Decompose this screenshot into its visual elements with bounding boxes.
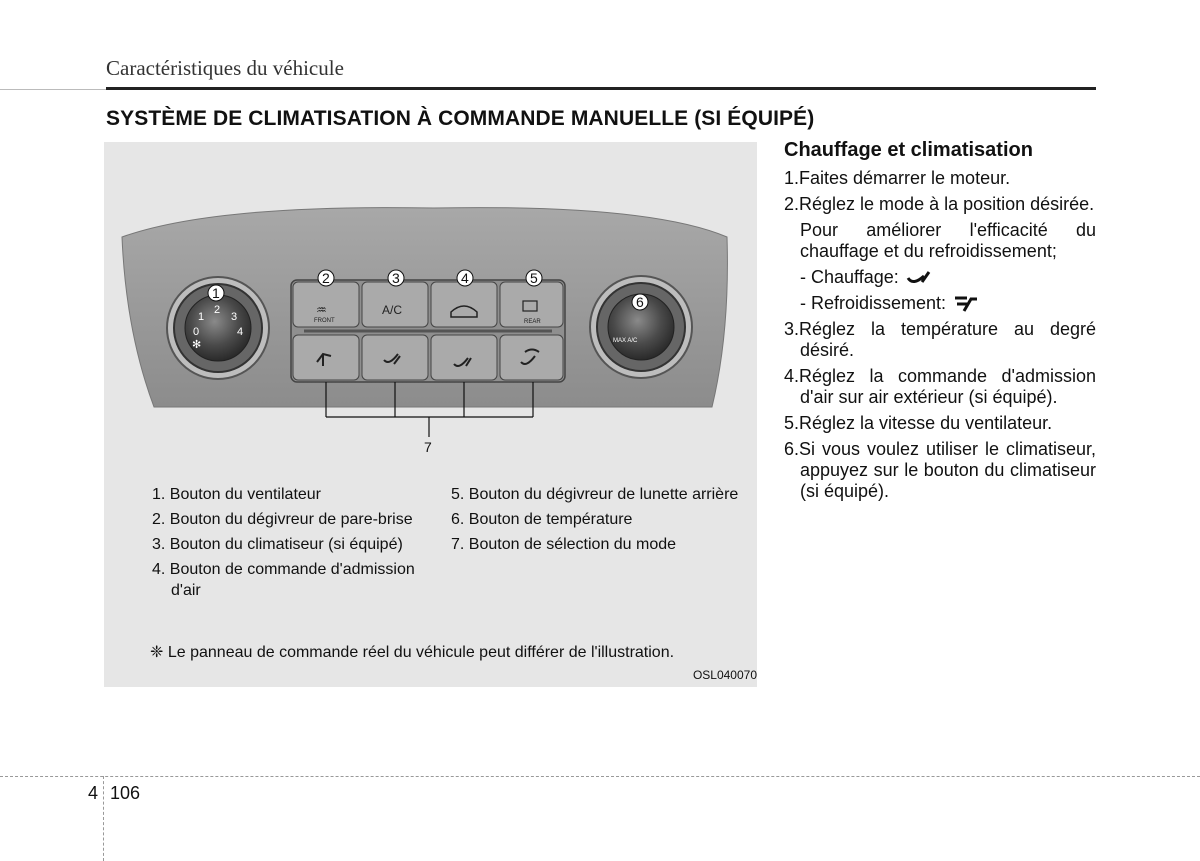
climate-panel-illustration	[104, 142, 757, 472]
instructions	[784, 138, 1096, 507]
air-intake-button[interactable]	[431, 282, 497, 327]
heating-label: - Chauffage:	[800, 267, 899, 287]
legend-item: 7. Bouton de sélection du mode	[451, 536, 677, 553]
step-5: 5.Réglez la vitesse du ventilateur.	[784, 413, 1053, 433]
fan-scale-3: 3	[231, 311, 238, 323]
ac-label: A/C	[382, 303, 403, 317]
step-2-detail: Pour améliorer l'efficacité du chauffage et du refroidissement;	[800, 220, 1096, 261]
figure-note: ❈ Le panneau de commande réel du véhicule peut différer de l'illustration.	[150, 644, 675, 661]
cooling-mode-line	[784, 293, 1096, 314]
legend-item: 6. Bouton de température	[451, 511, 633, 528]
mode-button-face[interactable]	[293, 335, 359, 380]
cooling-label: - Refroidissement:	[800, 293, 947, 313]
legend-left	[152, 484, 442, 605]
legend-item: 1. Bouton du ventilateur	[152, 486, 322, 503]
fan-scale-0: 0	[193, 326, 200, 338]
max-ac-label: MAX A/C	[613, 338, 638, 344]
callout-5: 5	[530, 270, 538, 286]
legend-item: 2. Bouton du dégivreur de pare-brise	[152, 511, 413, 528]
mode-button-floor[interactable]	[431, 335, 497, 380]
callout-1: 1	[212, 285, 220, 301]
step-2: 2.Réglez le mode à la position désirée.	[784, 194, 1095, 214]
page-title: SYSTÈME DE CLIMATISATION À COMMANDE MANUELLE (SI ÉQUIPÉ)	[106, 107, 815, 130]
callout-6: 6	[636, 294, 644, 310]
header-rule	[106, 87, 1096, 90]
heating-mode-icon	[905, 268, 933, 288]
mode-button-floor-defrost[interactable]	[500, 335, 563, 380]
fan-scale-1: 1	[198, 311, 205, 323]
climate-panel-figure	[104, 142, 757, 687]
callout-4: 4	[461, 270, 469, 286]
figure-code: OSL040070	[692, 668, 757, 682]
chapter-number: 4	[88, 783, 99, 803]
step-6: 6.Si vous voulez utiliser le climatiseur, appuyez sur le bouton du climatiseur (si équipé).	[784, 439, 1096, 501]
instructions-heading: Chauffage et climatisation	[784, 139, 1033, 161]
legend-right	[451, 484, 741, 559]
fan-scale-4: 4	[237, 326, 244, 338]
legend-item: 4. Bouton de commande d'admission d'air	[152, 561, 415, 599]
cooling-mode-icon	[952, 294, 980, 314]
section-header: Caractéristiques du véhicule	[106, 56, 344, 80]
rear-label: REAR	[524, 319, 541, 325]
footer-vertical-rule	[103, 776, 104, 861]
front-label: FRONT	[314, 318, 335, 324]
legend-item: 3. Bouton du climatiseur (si équipé)	[152, 536, 403, 553]
front-defrost-icon: ♒	[316, 303, 327, 317]
heating-mode-line	[784, 267, 1096, 288]
footer-rule	[0, 776, 1200, 777]
step-4: 4.Réglez la commande d'admission d'air sur air extérieur (si équipé).	[784, 366, 1096, 407]
step-3: 3.Réglez la température au degré désiré.	[784, 319, 1096, 360]
step-1: 1.Faites démarrer le moteur.	[784, 168, 1011, 188]
page-number: 106	[110, 783, 141, 803]
callout-3: 3	[392, 270, 400, 286]
callout-7: 7	[424, 439, 432, 455]
fan-scale-2: 2	[214, 304, 221, 316]
legend-item: 5. Bouton du dégivreur de lunette arrière	[451, 486, 739, 503]
fan-icon: ✻	[192, 338, 202, 351]
temperature-knob[interactable]	[590, 276, 692, 378]
header-rule-left	[0, 89, 106, 90]
callout-2: 2	[322, 270, 330, 286]
